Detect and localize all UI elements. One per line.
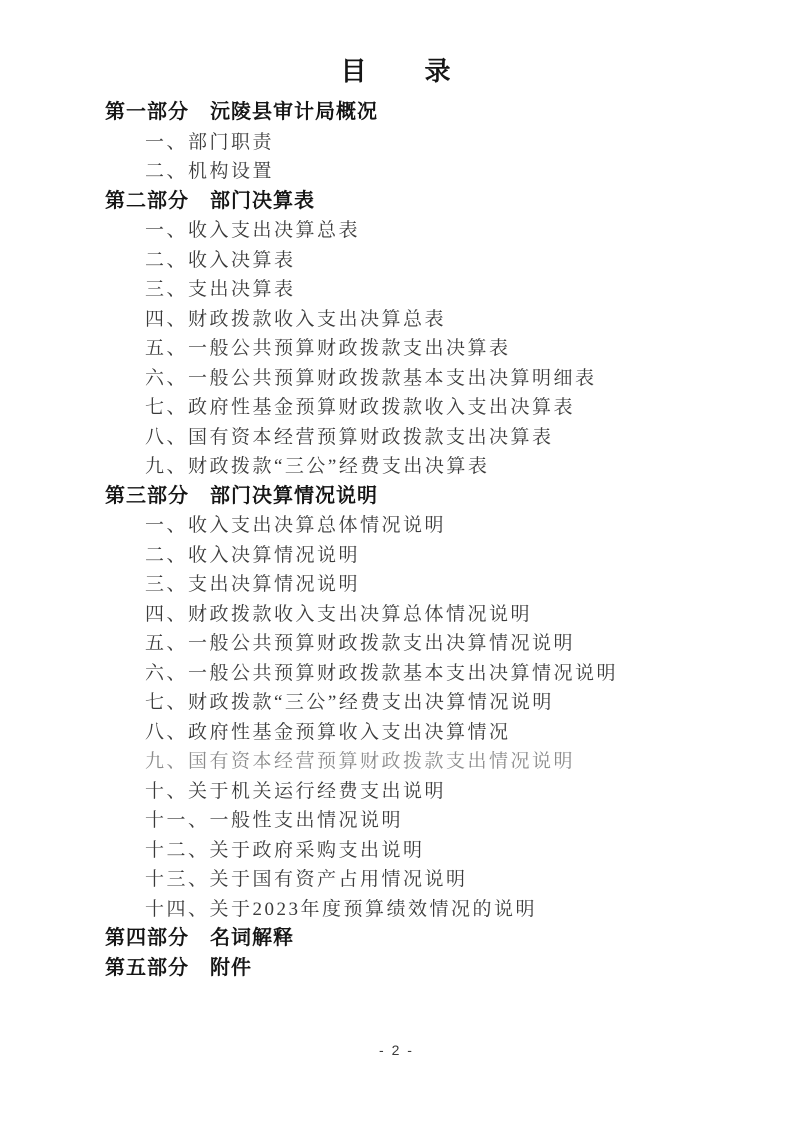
toc-section-overview [105,98,688,187]
toc-section-appendix [105,954,688,984]
toc-item: 五、一般公共预算财政拨款支出决算表 [145,338,511,359]
toc-section-glossary [105,924,688,954]
toc-section-heading: 第一部分 沅陵县审计局概况 [105,101,378,123]
toc-item: 七、财政拨款“三公”经费支出决算情况说明 [145,692,554,713]
toc-item: 三、支出决算情况说明 [145,574,361,595]
toc-item: 八、政府性基金预算收入支出决算情况 [145,721,511,743]
toc-section-heading: 第四部分 名词解释 [105,927,294,949]
toc-item: 三、支出决算表 [145,279,296,300]
toc-item: 二、收入决算情况说明 [145,544,361,566]
toc-item: 十三、关于国有资产占用情况说明 [145,869,468,890]
toc-item: 五、一般公共预算财政拨款支出决算情况说明 [145,633,576,654]
toc-section-heading: 第二部分 部门决算表 [105,189,315,212]
page-title: 目 录 [340,56,453,86]
page-number: - 2 - [379,1042,414,1058]
toc-item: 六、一般公共预算财政拨款基本支出决算明细表 [145,367,597,389]
toc-section-explanations [105,482,688,925]
toc-item: 八、国有资本经营预算财政拨款支出决算表 [145,426,554,448]
toc-item: 六、一般公共预算财政拨款基本支出决算情况说明 [145,662,619,684]
toc-item: 九、财政拨款“三公”经费支出决算表 [145,456,490,477]
toc-item: 十四、关于2023年度预算绩效情况的说明 [145,898,538,920]
toc-item: 十、关于机关运行经费支出说明 [145,780,447,802]
toc-item: 一、收入支出决算总表 [145,220,361,241]
toc-item: 四、财政拨款收入支出决算总体情况说明 [145,603,533,625]
toc-item: 四、财政拨款收入支出决算总表 [145,308,447,330]
toc-section-heading: 第五部分 附件 [105,956,252,979]
toc-item: 七、政府性基金预算财政拨款收入支出决算表 [145,397,576,418]
toc-content [105,52,688,983]
toc-item: 十二、关于政府采购支出说明 [145,839,425,861]
toc-section-heading: 第三部分 部门决算情况说明 [105,484,378,507]
toc-item: 一、部门职责 [145,131,275,153]
toc-item: 十一、一般性支出情况说明 [145,810,404,831]
toc-section-statements [105,187,688,482]
toc-item: 二、机构设置 [145,161,275,182]
toc-item: 一、收入支出决算总体情况说明 [145,515,447,536]
toc-item: 二、收入决算表 [145,249,296,271]
toc-item: 九、国有资本经营预算财政拨款支出情况说明 [145,751,576,772]
